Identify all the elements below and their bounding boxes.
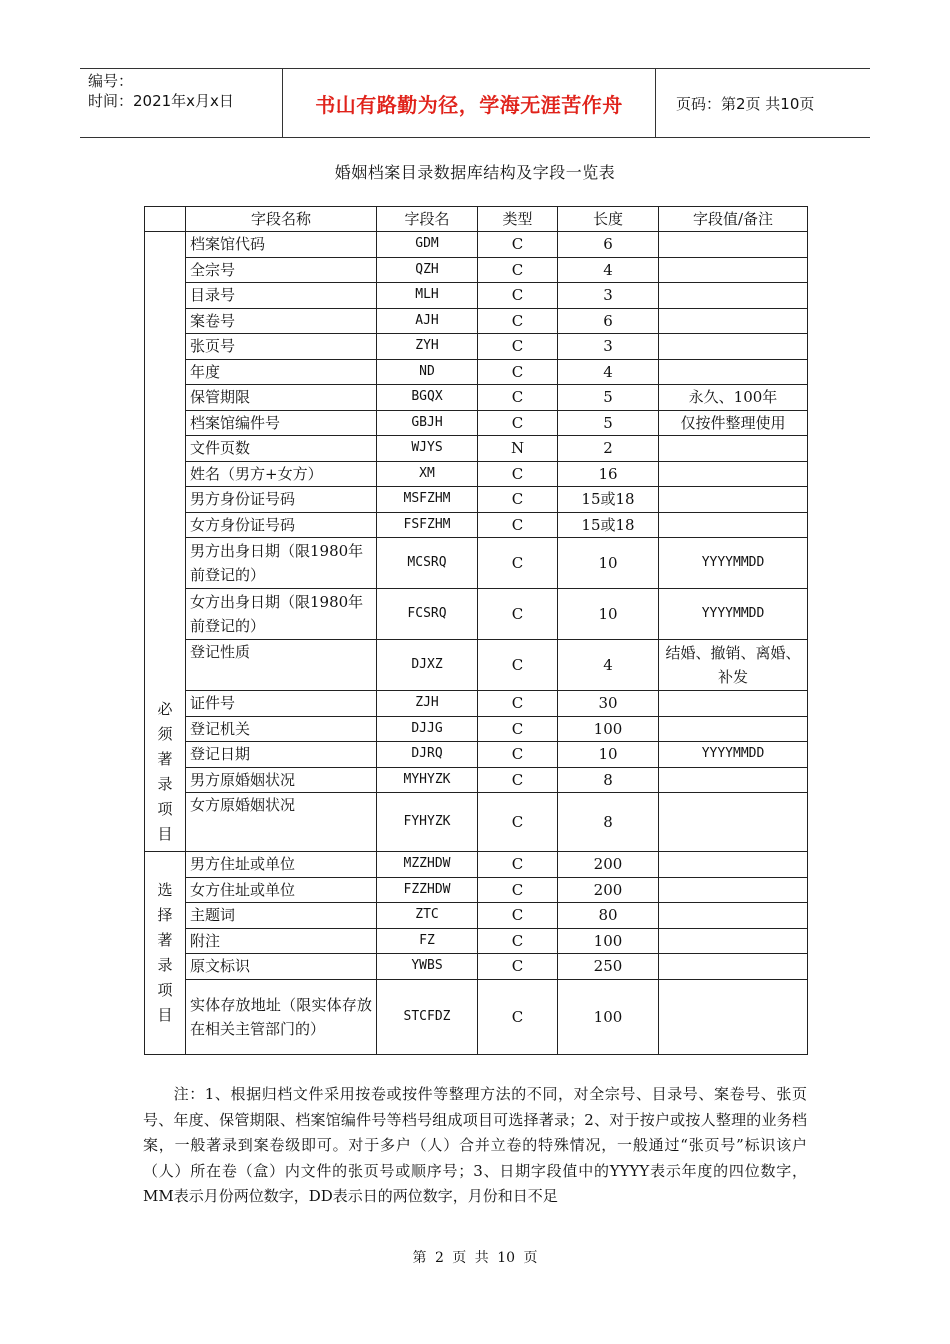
group-label-optional xyxy=(145,852,186,1055)
table-row xyxy=(145,903,808,929)
field-code: ND xyxy=(377,359,478,385)
field-length: 15或18 xyxy=(558,487,659,513)
field-length: 200 xyxy=(558,877,659,903)
field-code: YWBS xyxy=(377,954,478,980)
field-type: C xyxy=(478,954,558,980)
group-label-text: 选择著录项目 xyxy=(157,880,173,1024)
field-length: 8 xyxy=(558,793,659,852)
field-length: 250 xyxy=(558,954,659,980)
field-code: MLH xyxy=(377,283,478,309)
field-name: 档案馆代码 xyxy=(186,232,377,258)
field-type: C xyxy=(478,767,558,793)
field-code: MSFZHM xyxy=(377,487,478,513)
field-note xyxy=(659,979,808,1054)
table-row xyxy=(145,954,808,980)
table-row xyxy=(145,385,808,411)
field-note: YYYYMMDD xyxy=(659,589,808,640)
field-type: C xyxy=(478,589,558,640)
field-note xyxy=(659,487,808,513)
field-length: 4 xyxy=(558,640,659,691)
table-row xyxy=(145,852,808,878)
field-type: C xyxy=(478,308,558,334)
table-row xyxy=(145,410,808,436)
field-note xyxy=(659,954,808,980)
field-name: 女方身份证号码 xyxy=(186,512,377,538)
column-header: 字段名称 xyxy=(186,207,377,232)
header-page-info xyxy=(664,69,870,137)
field-note xyxy=(659,283,808,309)
field-name: 目录号 xyxy=(186,283,377,309)
field-name: 保管期限 xyxy=(186,385,377,411)
field-code: FZZHDW xyxy=(377,877,478,903)
field-name: 女方住址或单位 xyxy=(186,877,377,903)
field-name: 男方原婚姻状况 xyxy=(186,767,377,793)
field-name: 女方原婚姻状况 xyxy=(186,793,377,852)
field-name: 男方出身日期（限1980年前登记的） xyxy=(186,538,377,589)
field-type: C xyxy=(478,512,558,538)
field-type: N xyxy=(478,436,558,462)
field-type: C xyxy=(478,334,558,360)
table-row xyxy=(145,793,808,852)
table-row xyxy=(145,691,808,717)
field-name: 档案馆编件号 xyxy=(186,410,377,436)
table-row xyxy=(145,767,808,793)
table-row xyxy=(145,538,808,589)
field-note xyxy=(659,928,808,954)
field-type: C xyxy=(478,716,558,742)
field-name: 登记性质 xyxy=(186,640,377,691)
field-length: 6 xyxy=(558,232,659,258)
table-row xyxy=(145,640,808,691)
field-name: 女方出身日期（限1980年前登记的） xyxy=(186,589,377,640)
table-row xyxy=(145,308,808,334)
column-header: 字段名 xyxy=(377,207,478,232)
field-name: 案卷号 xyxy=(186,308,377,334)
table-header-row xyxy=(145,207,808,232)
document-number-label: 编号： xyxy=(88,72,134,90)
field-code: FZ xyxy=(377,928,478,954)
field-name: 主题词 xyxy=(186,903,377,929)
field-name: 年度 xyxy=(186,359,377,385)
field-code: FCSRQ xyxy=(377,589,478,640)
column-header: 类型 xyxy=(478,207,558,232)
field-code: MYHYZK xyxy=(377,767,478,793)
field-length: 4 xyxy=(558,359,659,385)
table-row xyxy=(145,742,808,768)
field-code: DJXZ xyxy=(377,640,478,691)
field-type: C xyxy=(478,691,558,717)
explanatory-note xyxy=(143,1082,807,1210)
field-length: 100 xyxy=(558,716,659,742)
column-header: 字段值/备注 xyxy=(659,207,808,232)
table-row xyxy=(145,359,808,385)
field-note xyxy=(659,512,808,538)
field-name: 男方住址或单位 xyxy=(186,852,377,878)
field-code: AJH xyxy=(377,308,478,334)
field-length: 6 xyxy=(558,308,659,334)
field-length: 2 xyxy=(558,436,659,462)
field-length: 10 xyxy=(558,538,659,589)
field-length: 3 xyxy=(558,283,659,309)
field-length: 8 xyxy=(558,767,659,793)
page-info-text: 页码：第2页 共10页 xyxy=(676,94,815,113)
field-type: C xyxy=(478,928,558,954)
field-type: C xyxy=(478,742,558,768)
table-row xyxy=(145,979,808,1054)
field-note: YYYYMMDD xyxy=(659,538,808,589)
field-code: MCSRQ xyxy=(377,538,478,589)
field-note xyxy=(659,877,808,903)
field-type: C xyxy=(478,793,558,852)
field-note: YYYYMMDD xyxy=(659,742,808,768)
field-length: 10 xyxy=(558,589,659,640)
table-row xyxy=(145,334,808,360)
field-name: 张页号 xyxy=(186,334,377,360)
field-code: FSFZHM xyxy=(377,512,478,538)
field-length: 16 xyxy=(558,461,659,487)
field-type: C xyxy=(478,257,558,283)
field-note xyxy=(659,308,808,334)
field-length: 100 xyxy=(558,928,659,954)
document-title: 婚姻档案目录数据库结构及字段一览表 xyxy=(334,163,616,182)
table-row xyxy=(145,436,808,462)
field-name: 原文标识 xyxy=(186,954,377,980)
field-length: 5 xyxy=(558,385,659,411)
field-code: MZZHDW xyxy=(377,852,478,878)
table-row xyxy=(145,461,808,487)
field-note xyxy=(659,793,808,852)
field-type: C xyxy=(478,359,558,385)
field-length: 3 xyxy=(558,334,659,360)
field-code: STCFDZ xyxy=(377,979,478,1054)
field-length: 10 xyxy=(558,742,659,768)
field-length: 5 xyxy=(558,410,659,436)
field-code: ZYH xyxy=(377,334,478,360)
group-header-cell xyxy=(145,207,186,232)
field-note xyxy=(659,461,808,487)
field-code: BGQX xyxy=(377,385,478,411)
field-note xyxy=(659,232,808,258)
field-name: 全宗号 xyxy=(186,257,377,283)
column-header: 长度 xyxy=(558,207,659,232)
field-type: C xyxy=(478,232,558,258)
field-length: 4 xyxy=(558,257,659,283)
table-row xyxy=(145,232,808,258)
field-length: 30 xyxy=(558,691,659,717)
field-note xyxy=(659,716,808,742)
field-note: 永久、100年 xyxy=(659,385,808,411)
field-type: C xyxy=(478,487,558,513)
field-note xyxy=(659,359,808,385)
table-row xyxy=(145,512,808,538)
field-type: C xyxy=(478,538,558,589)
table-row xyxy=(145,716,808,742)
field-note xyxy=(659,691,808,717)
field-name: 证件号 xyxy=(186,691,377,717)
field-name: 登记机关 xyxy=(186,716,377,742)
field-name: 附注 xyxy=(186,928,377,954)
table-row xyxy=(145,257,808,283)
field-type: C xyxy=(478,852,558,878)
table-row xyxy=(145,877,808,903)
field-code: WJYS xyxy=(377,436,478,462)
field-table xyxy=(144,206,808,1055)
field-type: C xyxy=(478,283,558,309)
field-code: GBJH xyxy=(377,410,478,436)
table-row xyxy=(145,487,808,513)
field-note: 结婚、撤销、离婚、补发 xyxy=(659,640,808,691)
page-header xyxy=(80,68,870,138)
document-time-label: 时间：2021年x月x日 xyxy=(88,92,234,110)
field-name: 实体存放地址（限实体存放在相关主管部门的） xyxy=(186,979,377,1054)
field-type: C xyxy=(478,461,558,487)
note-text: 注：1、根据归档文件采用按卷或按件等整理方法的不同，对全宗号、目录号、案卷号、张页号、年度、保管期限、档案馆编件号等档号组成项目可选择著录；2、对于按户或按人整理的业务档案，一般著录到案卷级即可。对于多户（人）合并立卷的特殊情况，一般通过“张页号”标识该户（人）所在卷（盒）内文件的张页号或顺序号；3、日期字段值中的YYYY表示年度的四位数字，MM表示月份两位数字，DD表示日的两位数字，月份和日不足 xyxy=(143,1085,807,1206)
group-label-text: 必须著录项目 xyxy=(157,699,173,843)
field-note: 仅按件整理使用 xyxy=(659,410,808,436)
field-code: QZH xyxy=(377,257,478,283)
page-footer: 第 2 页 共 10 页 xyxy=(412,1250,538,1266)
header-motto: 书山有路勤为径，学海无涯苦作舟 xyxy=(282,69,656,137)
field-note xyxy=(659,852,808,878)
field-type: C xyxy=(478,979,558,1054)
field-length: 15或18 xyxy=(558,512,659,538)
field-type: C xyxy=(478,640,558,691)
field-note xyxy=(659,334,808,360)
table-row xyxy=(145,589,808,640)
table-row xyxy=(145,928,808,954)
field-type: C xyxy=(478,385,558,411)
field-note xyxy=(659,436,808,462)
field-code: FYHYZK xyxy=(377,793,478,852)
field-code: ZJH xyxy=(377,691,478,717)
table-row xyxy=(145,283,808,309)
field-type: C xyxy=(478,903,558,929)
field-name: 姓名（男方+女方） xyxy=(186,461,377,487)
group-label-required xyxy=(145,232,186,852)
field-name: 男方身份证号码 xyxy=(186,487,377,513)
field-code: GDM xyxy=(377,232,478,258)
field-type: C xyxy=(478,877,558,903)
field-code: DJJG xyxy=(377,716,478,742)
field-type: C xyxy=(478,410,558,436)
field-code: DJRQ xyxy=(377,742,478,768)
field-length: 80 xyxy=(558,903,659,929)
field-note xyxy=(659,257,808,283)
field-length: 200 xyxy=(558,852,659,878)
field-name: 文件页数 xyxy=(186,436,377,462)
header-meta xyxy=(80,69,282,137)
field-code: ZTC xyxy=(377,903,478,929)
field-name: 登记日期 xyxy=(186,742,377,768)
field-note xyxy=(659,903,808,929)
field-code: XM xyxy=(377,461,478,487)
field-length: 100 xyxy=(558,979,659,1054)
field-note xyxy=(659,767,808,793)
